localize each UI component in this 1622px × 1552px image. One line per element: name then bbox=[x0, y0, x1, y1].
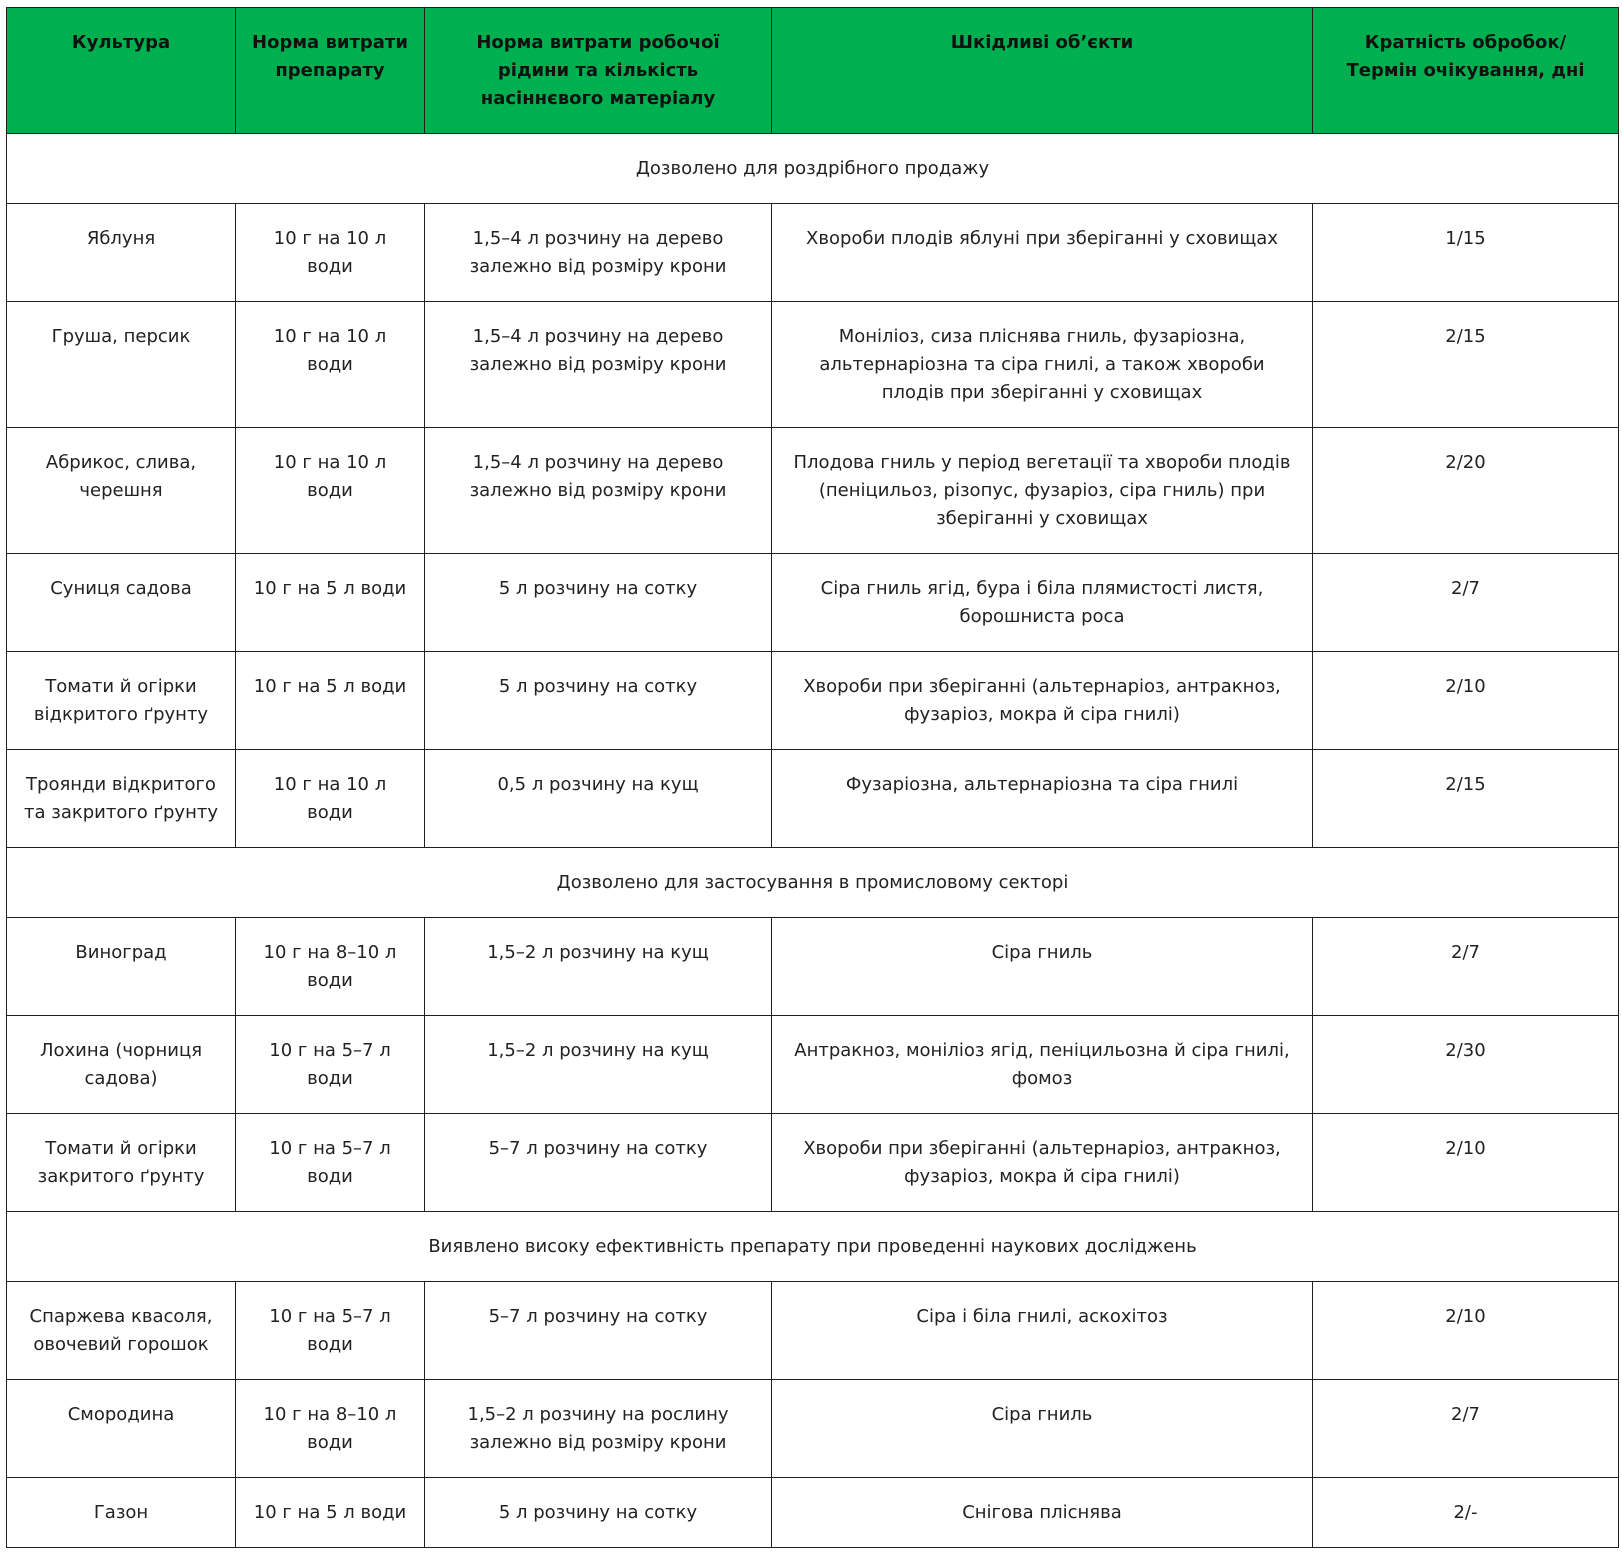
cell-product-rate: 10 г на 5 л води bbox=[236, 1478, 425, 1548]
cell-product-rate: 10 г на 8–10 л води bbox=[236, 918, 425, 1016]
cell-liquid-rate: 1,5–4 л розчину на дерево залежно від розміру крони bbox=[425, 204, 772, 302]
table-row bbox=[7, 1016, 1619, 1114]
header-treatments-waiting: Кратність обробок/ Термін очікування, дні bbox=[1313, 8, 1619, 134]
cell-treatments-waiting: 2/15 bbox=[1313, 302, 1619, 428]
cell-treatments-waiting: 2/20 bbox=[1313, 428, 1619, 554]
cell-harmful-objects: Хвороби при зберіганні (альтернаріоз, антракноз, фузаріоз, мокра й сіра гнилі) bbox=[772, 652, 1313, 750]
cell-treatments-waiting: 2/10 bbox=[1313, 1114, 1619, 1212]
cell-product-rate: 10 г на 10 л води bbox=[236, 750, 425, 848]
cell-product-rate: 10 г на 5 л води bbox=[236, 652, 425, 750]
cell-liquid-rate: 5–7 л розчину на сотку bbox=[425, 1114, 772, 1212]
cell-harmful-objects: Сіра гниль ягід, бура і біла плямистості листя, борошниста роса bbox=[772, 554, 1313, 652]
cell-treatments-waiting: 2/7 bbox=[1313, 1380, 1619, 1478]
cell-culture: Груша, персик bbox=[7, 302, 236, 428]
cell-harmful-objects: Плодова гниль у період вегетації та хвороби плодів (пеніцильоз, різопус, фузаріоз, сіра гниль) при зберіганні у сховищах bbox=[772, 428, 1313, 554]
cell-product-rate: 10 г на 10 л води bbox=[236, 204, 425, 302]
header-product-rate: Норма витрати препарату bbox=[236, 8, 425, 134]
cell-product-rate: 10 г на 10 л води bbox=[236, 302, 425, 428]
cell-harmful-objects: Сіра і біла гнилі, аскохітоз bbox=[772, 1282, 1313, 1380]
section-row bbox=[7, 134, 1619, 204]
table-row bbox=[7, 1114, 1619, 1212]
cell-treatments-waiting: 2/10 bbox=[1313, 652, 1619, 750]
section-title: Дозволено для роздрібного продажу bbox=[7, 134, 1619, 204]
cell-liquid-rate: 1,5–2 л розчину на кущ bbox=[425, 918, 772, 1016]
table-row bbox=[7, 204, 1619, 302]
header-harmful-objects: Шкідливі об’єкти bbox=[772, 8, 1313, 134]
cell-liquid-rate: 1,5–4 л розчину на дерево залежно від розміру крони bbox=[425, 302, 772, 428]
cell-culture: Томати й огірки закритого ґрунту bbox=[7, 1114, 236, 1212]
cell-harmful-objects: Хвороби плодів яблуні при зберіганні у сховищах bbox=[772, 204, 1313, 302]
table-row bbox=[7, 428, 1619, 554]
cell-product-rate: 10 г на 5–7 л води bbox=[236, 1114, 425, 1212]
cell-liquid-rate: 5 л розчину на сотку bbox=[425, 554, 772, 652]
cell-liquid-rate: 5–7 л розчину на сотку bbox=[425, 1282, 772, 1380]
cell-harmful-objects: Сіра гниль bbox=[772, 918, 1313, 1016]
cell-treatments-waiting: 2/15 bbox=[1313, 750, 1619, 848]
table-row bbox=[7, 302, 1619, 428]
cell-product-rate: 10 г на 5 л води bbox=[236, 554, 425, 652]
cell-treatments-waiting: 2/- bbox=[1313, 1478, 1619, 1548]
table-row bbox=[7, 652, 1619, 750]
cell-product-rate: 10 г на 8–10 л води bbox=[236, 1380, 425, 1478]
cell-culture: Абрикос, слива, черешня bbox=[7, 428, 236, 554]
cell-culture: Лохина (чорниця садова) bbox=[7, 1016, 236, 1114]
cell-treatments-waiting: 2/7 bbox=[1313, 554, 1619, 652]
section-title: Виявлено високу ефективність препарату при проведенні наукових досліджень bbox=[7, 1212, 1619, 1282]
cell-harmful-objects: Сіра гниль bbox=[772, 1380, 1313, 1478]
cell-treatments-waiting: 1/15 bbox=[1313, 204, 1619, 302]
table-row bbox=[7, 750, 1619, 848]
cell-liquid-rate: 0,5 л розчину на кущ bbox=[425, 750, 772, 848]
cell-liquid-rate: 1,5–2 л розчину на рослину залежно від розміру крони bbox=[425, 1380, 772, 1478]
header-culture: Культура bbox=[7, 8, 236, 134]
table-row bbox=[7, 1282, 1619, 1380]
cell-culture: Суниця садова bbox=[7, 554, 236, 652]
table-row bbox=[7, 1478, 1619, 1548]
cell-product-rate: 10 г на 5–7 л води bbox=[236, 1016, 425, 1114]
cell-harmful-objects: Фузаріозна, альтернаріозна та сіра гнилі bbox=[772, 750, 1313, 848]
cell-harmful-objects: Антракноз, моніліоз ягід, пеніцильозна й сіра гнилі, фомоз bbox=[772, 1016, 1313, 1114]
cell-culture: Виноград bbox=[7, 918, 236, 1016]
cell-treatments-waiting: 2/7 bbox=[1313, 918, 1619, 1016]
section-title: Дозволено для застосування в промисловому секторі bbox=[7, 848, 1619, 918]
cell-treatments-waiting: 2/10 bbox=[1313, 1282, 1619, 1380]
cell-culture: Яблуня bbox=[7, 204, 236, 302]
product-usage-table bbox=[6, 7, 1619, 1548]
cell-harmful-objects: Моніліоз, сиза пліснява гниль, фузаріозна, альтернаріозна та сіра гнилі, а також хвороби плодів при зберіганні у сховищах bbox=[772, 302, 1313, 428]
cell-treatments-waiting: 2/30 bbox=[1313, 1016, 1619, 1114]
table-row bbox=[7, 1380, 1619, 1478]
section-row bbox=[7, 848, 1619, 918]
cell-harmful-objects: Снігова пліснява bbox=[772, 1478, 1313, 1548]
cell-liquid-rate: 5 л розчину на сотку bbox=[425, 1478, 772, 1548]
table-header-row bbox=[7, 8, 1619, 134]
cell-product-rate: 10 г на 5–7 л води bbox=[236, 1282, 425, 1380]
cell-harmful-objects: Хвороби при зберіганні (альтернаріоз, антракноз, фузаріоз, мокра й сіра гнилі) bbox=[772, 1114, 1313, 1212]
header-liquid-rate: Норма витрати робочої рідини та кількість насіннєвого матеріалу bbox=[425, 8, 772, 134]
cell-culture: Смородина bbox=[7, 1380, 236, 1478]
cell-liquid-rate: 1,5–4 л розчину на дерево залежно від розміру крони bbox=[425, 428, 772, 554]
cell-culture: Спаржева квасоля, овочевий горошок bbox=[7, 1282, 236, 1380]
cell-liquid-rate: 5 л розчину на сотку bbox=[425, 652, 772, 750]
cell-liquid-rate: 1,5–2 л розчину на кущ bbox=[425, 1016, 772, 1114]
cell-culture: Томати й огірки відкритого ґрунту bbox=[7, 652, 236, 750]
table-row bbox=[7, 918, 1619, 1016]
cell-culture: Газон bbox=[7, 1478, 236, 1548]
cell-culture: Троянди відкритого та закритого ґрунту bbox=[7, 750, 236, 848]
cell-product-rate: 10 г на 10 л води bbox=[236, 428, 425, 554]
section-row bbox=[7, 1212, 1619, 1282]
table-row bbox=[7, 554, 1619, 652]
